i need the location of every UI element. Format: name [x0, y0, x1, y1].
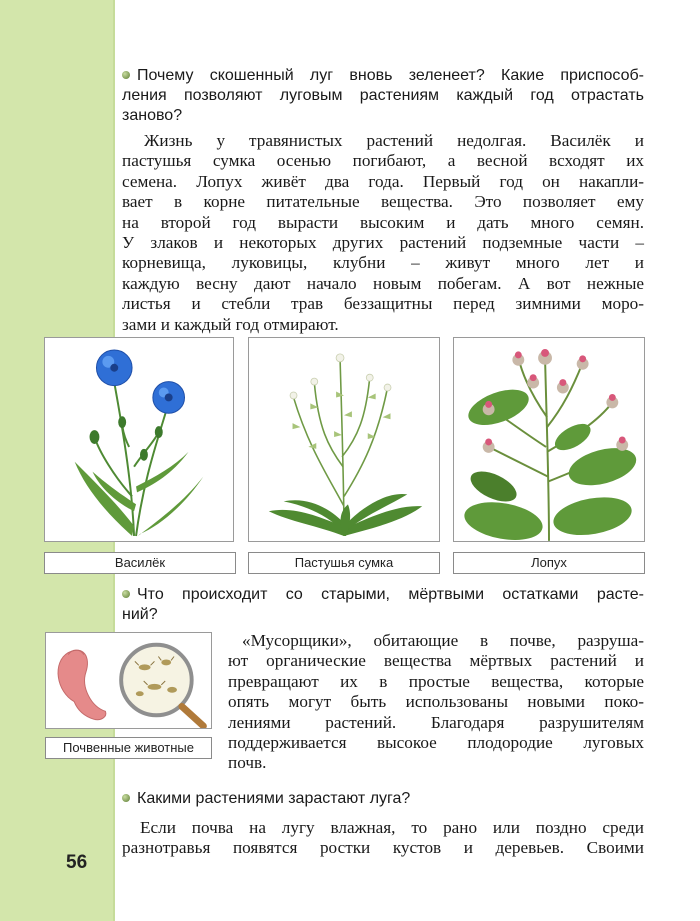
soil-animals-caption: Почвенные животные — [45, 737, 212, 759]
question-meadow-overgrowth: Какими растениями зарастают луга? — [122, 789, 644, 809]
shepherds-purse-image — [248, 337, 440, 542]
cornflower-image — [44, 337, 234, 542]
soil-animals-image — [45, 632, 212, 729]
question-dead-remains: Что происходит со старыми, мёртвыми остатками расте- ний? — [122, 586, 644, 623]
shepherds-purse-caption: Пастушья сумка — [248, 552, 440, 574]
burdock-image — [453, 337, 645, 542]
page-number: 56 — [66, 852, 88, 873]
burdock-caption: Лопух — [453, 552, 645, 574]
cornflower-caption: Василёк — [44, 552, 236, 574]
bullet-icon — [122, 794, 130, 802]
paragraph-decomposers: «Мусорщики», обитающие в почве, разруша- ют органические вещества мёртвых растений и превращают их в простые вещества, которые опять могут быть использованы новыми поко- лениями растений. Благодаря разрушителям поддерживается высокое плодородие луговых почв. — [228, 631, 644, 773]
bullet-icon — [122, 590, 130, 598]
bullet-icon — [122, 71, 130, 79]
question-regrowth: Почему скошенный луг вновь зеленеет? Какие приспособ- ления позволяют луговым растениям каждый год отрастать заново? — [122, 67, 644, 124]
paragraph-overgrowth: Если почва на лугу влажная, то рано или поздно среди разнотравья появятся ростки кустов и деревьев. Своими — [122, 818, 644, 858]
paragraph-herbaceous-life: Жизнь у травянистых растений недолгая. Василёк и пастушья сумка осенью погибают, а весной всходят их семена. Лопух живёт два года. Первый год он накапли- вает в корне питательные вещества. Это позволяет ему на второй год вырасти высоким и дать много семян. У злаков и некоторых других растений подземные части – корневища, луковицы, клубни – живут много лет и каждую весну дают начало новым побегам. А вот нежные листья и стебли трав беззащитны перед зимними моро- зами и каждый год отмирают. — [122, 131, 644, 334]
